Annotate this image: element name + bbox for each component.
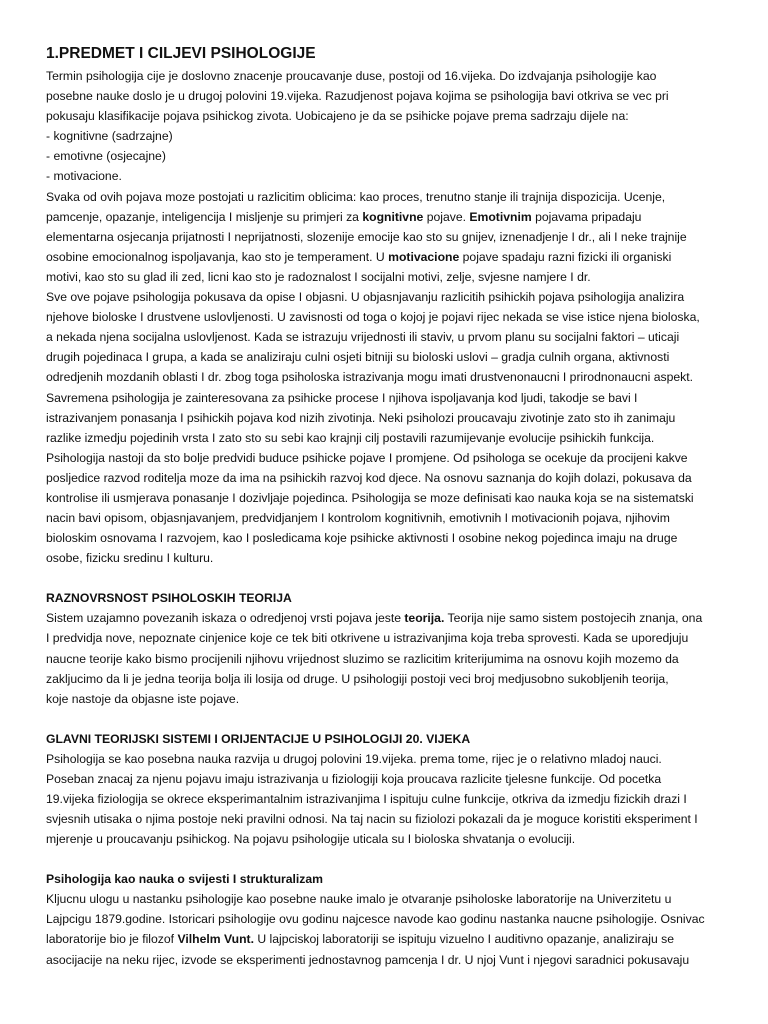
section-strukturalizam <box>46 869 736 969</box>
paragraph-line: istrazivanjem ponasanja I psihickih pojava kod nizih zivotinja. Neki psiholozi proucavaju zivotinje zato sto ih zanimaju <box>46 410 676 425</box>
paragraph-line: kontrolise ili usmjerava ponasanje I dozivljaje pojedinca. Psihologija se moze definisati kao nauka koja se na sistematski <box>46 490 694 505</box>
paragraph-line: njehove bioloske I drustvene uslovljenosti. U zavisnosti od toga o kojoj je pojavi rijec nekada se vise istice njena bioloska, <box>46 310 700 325</box>
paragraph-line: motivi, kao sto su glad ili zed, licni kao sto je radoznalost I socijalni motivi, zelje, svjesne namjere I dr. <box>46 269 591 284</box>
section-predmet-body <box>46 66 736 568</box>
section-heading: GLAVNI TEORIJSKI SISTEMI I ORIJENTACIJE U PSIHOLOGIJI 20. VIJEKA <box>46 731 471 746</box>
paragraph-line: Svaka od ovih pojava moze postojati u razlicitim oblicima: kao proces, trenutno stanje ili trajnija dispozicija. Ucenje, <box>46 189 666 204</box>
paragraph-line: drugih pojedinaca I grupa, a kada se analiziraju culni osjeti bitniji su bioloski uslovi – gradja culnih organa, aktivnosti <box>46 350 670 365</box>
section-glavni-sistemi <box>46 729 736 849</box>
paragraph-line: koje nastoje da objasne iste pojave. <box>46 691 240 706</box>
paragraph-line: naucne teorije kako bismo procijenili njihovu vrijednost sluzimo se razlicitim kriterijumima na osnovu kojih mozemo da <box>46 651 679 666</box>
paragraph-line: a nekada njena socijalna uslovljenost. Kada se istrazuju vrijednosti ili staviv, u prvom planu su socijalni faktori – uticaji <box>46 330 680 345</box>
paragraph-line: osobine emocionalnog ispoljavanja, kao sto je temperament. U motivacione pojave spadaju razni fizicki ili organiski <box>46 249 672 264</box>
paragraph-line: Lajpcigu 1879.godine. Istoricari psihologije ovu godinu najcesce navode kao godinu nastanka naucne psihologije. Osnivac <box>46 912 705 927</box>
list-item: - kognitivne (sadrzajne) <box>46 129 173 144</box>
paragraph-line: odredjenih mozdanih oblasti I dr. zbog toga psiholoska istrazivanja mogu imati drustvenonaucni I prirodnonaucni aspekt. <box>46 370 693 385</box>
paragraph-line: Sistem uzajamno povezanih iskaza o odredjenoj vrsti pojava jeste teorija. Teorija nije samo sistem postojecih znanja, ona <box>46 611 703 626</box>
section-spacer <box>46 709 736 729</box>
section-spacer <box>46 849 736 869</box>
paragraph-line: 19.vijeka fiziologija se okrece eksperimantalnim istrazivanjima I ispituju culne funkcije, otkriva da izmedju fizickih drazi I <box>46 792 687 806</box>
paragraph-line: razlike izmedju pojedinih vrsta I zato sto su sebi kao krajnji cilj postavili razumijevanje evolucije psihickih funkcija. <box>46 430 655 445</box>
section-heading: RAZNOVRSNOST PSIHOLOSKIH TEORIJA <box>46 591 292 606</box>
section-raznovrsnost <box>46 588 736 708</box>
paragraph-line: mjerenje u proucavanju psihickog. Na pojavu psihologije uticala su I bioloska shvatanja o evoluciji. <box>46 832 576 847</box>
paragraph-line: Poseban znacaj za njenu pojavu imaju istrazivanja u fiziologiji koja proucava razlicite tjelesne funkcije. Od pocetka <box>46 771 662 786</box>
paragraph-line: nacin bavi opisom, objasnjavanjem, predvidjanjem I kontrolom kognitivnih, emotivnih I motivacionih pojava, njihovim <box>46 511 670 526</box>
paragraph-line: Psihologija nastoji da sto bolje predvidi buduce psihicke pojave I promjene. Od psihologa se ocekuje da procijeni kakve <box>46 450 688 465</box>
document-page <box>46 44 736 970</box>
list-item: - motivacione. <box>46 169 122 184</box>
paragraph-line: pamcenje, opazanje, inteligencija I misljenje su primjeri za kognitivne pojave. Emotivnim pojavama pripadaju <box>46 209 642 224</box>
page-title: 1.PREDMET I CILJEVI PSIHOLOGIJE <box>46 45 316 62</box>
paragraph-line: laboratorije bio je filozof Vilhelm Vunt. U lajpciskoj laboratoriji se ispituju vizuelno I auditivno opazanje, analiziraju se <box>46 932 674 947</box>
paragraph-line: osobe, fizicku sredinu I kulturu. <box>46 551 214 566</box>
section-spacer <box>46 568 736 588</box>
paragraph-line: Kljucnu ulogu u nastanku psihologije kao posebne nauke imalo je otvaranje psiholoske laboratorije na Univerzitetu u <box>46 892 672 907</box>
paragraph-line: Termin psihologija cije je doslovno znacenje proucavanje duse, postoji od 16.vijeka. Do izdvajanja psihologije kao <box>46 69 657 83</box>
paragraph-line: svjesnih utisaka o njima postoje neki pravilni odnosi. Na taj nacin su fiziolozi pokazali da je moguce koristiti eksperiment I <box>46 812 698 827</box>
paragraph-line: bioloskim osnovama I razvojem, kao I posledicama koje psihicke aktivnosti I osobine nekog pojedinca imaju na druge <box>46 531 678 546</box>
paragraph-line: I predvidja nove, nepoznate cinjenice koje ce tek biti otkrivene u istrazivanjima koja treba sprovesti. Kada se uporedjuju <box>46 631 689 646</box>
paragraph-line: zakljucimo da li je jedna teorija bolja ili losija od druge. U psihologiji postoji veci broj medjusobno sukobljenih teorija, <box>46 671 669 686</box>
paragraph-line: Savremena psihologija je zainteresovana za psihicke procese I njihova ispoljavanja kod ljudi, takodje se bavi I <box>46 390 638 405</box>
paragraph-line: Psihologija se kao posebna nauka razvija u drugoj polovini 19.vijeka. prema tome, rijec je o relativno mladoj nauci. <box>46 751 662 766</box>
paragraph-line: posebne nauke doslo je u drugoj polovini 19.vijeka. Razudjenost pojava kojima se psihologija bavi otkriva se vec pri <box>46 89 669 104</box>
list-item: - emotivne (osjecajne) <box>46 149 166 164</box>
paragraph-line: Sve ove pojave psihologija pokusava da opise I objasni. U objasnjavanju razlicitih psihickih pojava psihologija analizira <box>46 290 685 305</box>
paragraph-line: elementarna osjecanja prijatnosti I neprijatnosti, slozenije emocije kao sto su gnijev, iznenadjenje I dr., ali I neke trajnije <box>46 229 687 244</box>
section-heading: Psihologija kao nauka o svijesti I strukturalizam <box>46 872 324 887</box>
paragraph-line: asocijacije na neku rijec, izvode se eksperimenti jednostavnog pamcenja I dr. U njoj Vunt i njegovi saradnici pokusavaju <box>46 952 690 967</box>
paragraph-line: posljedice razvod roditelja moze da ima na psihickih razvoj kod djece. Na osnovu saznanja do kojih dolazi, pokusava da <box>46 470 692 485</box>
paragraph-line: pokusaju klasifikacije pojava psihickog zivota. Uobicajeno je da se psihicke pojave prema sadrzaju dijele na: <box>46 109 629 124</box>
